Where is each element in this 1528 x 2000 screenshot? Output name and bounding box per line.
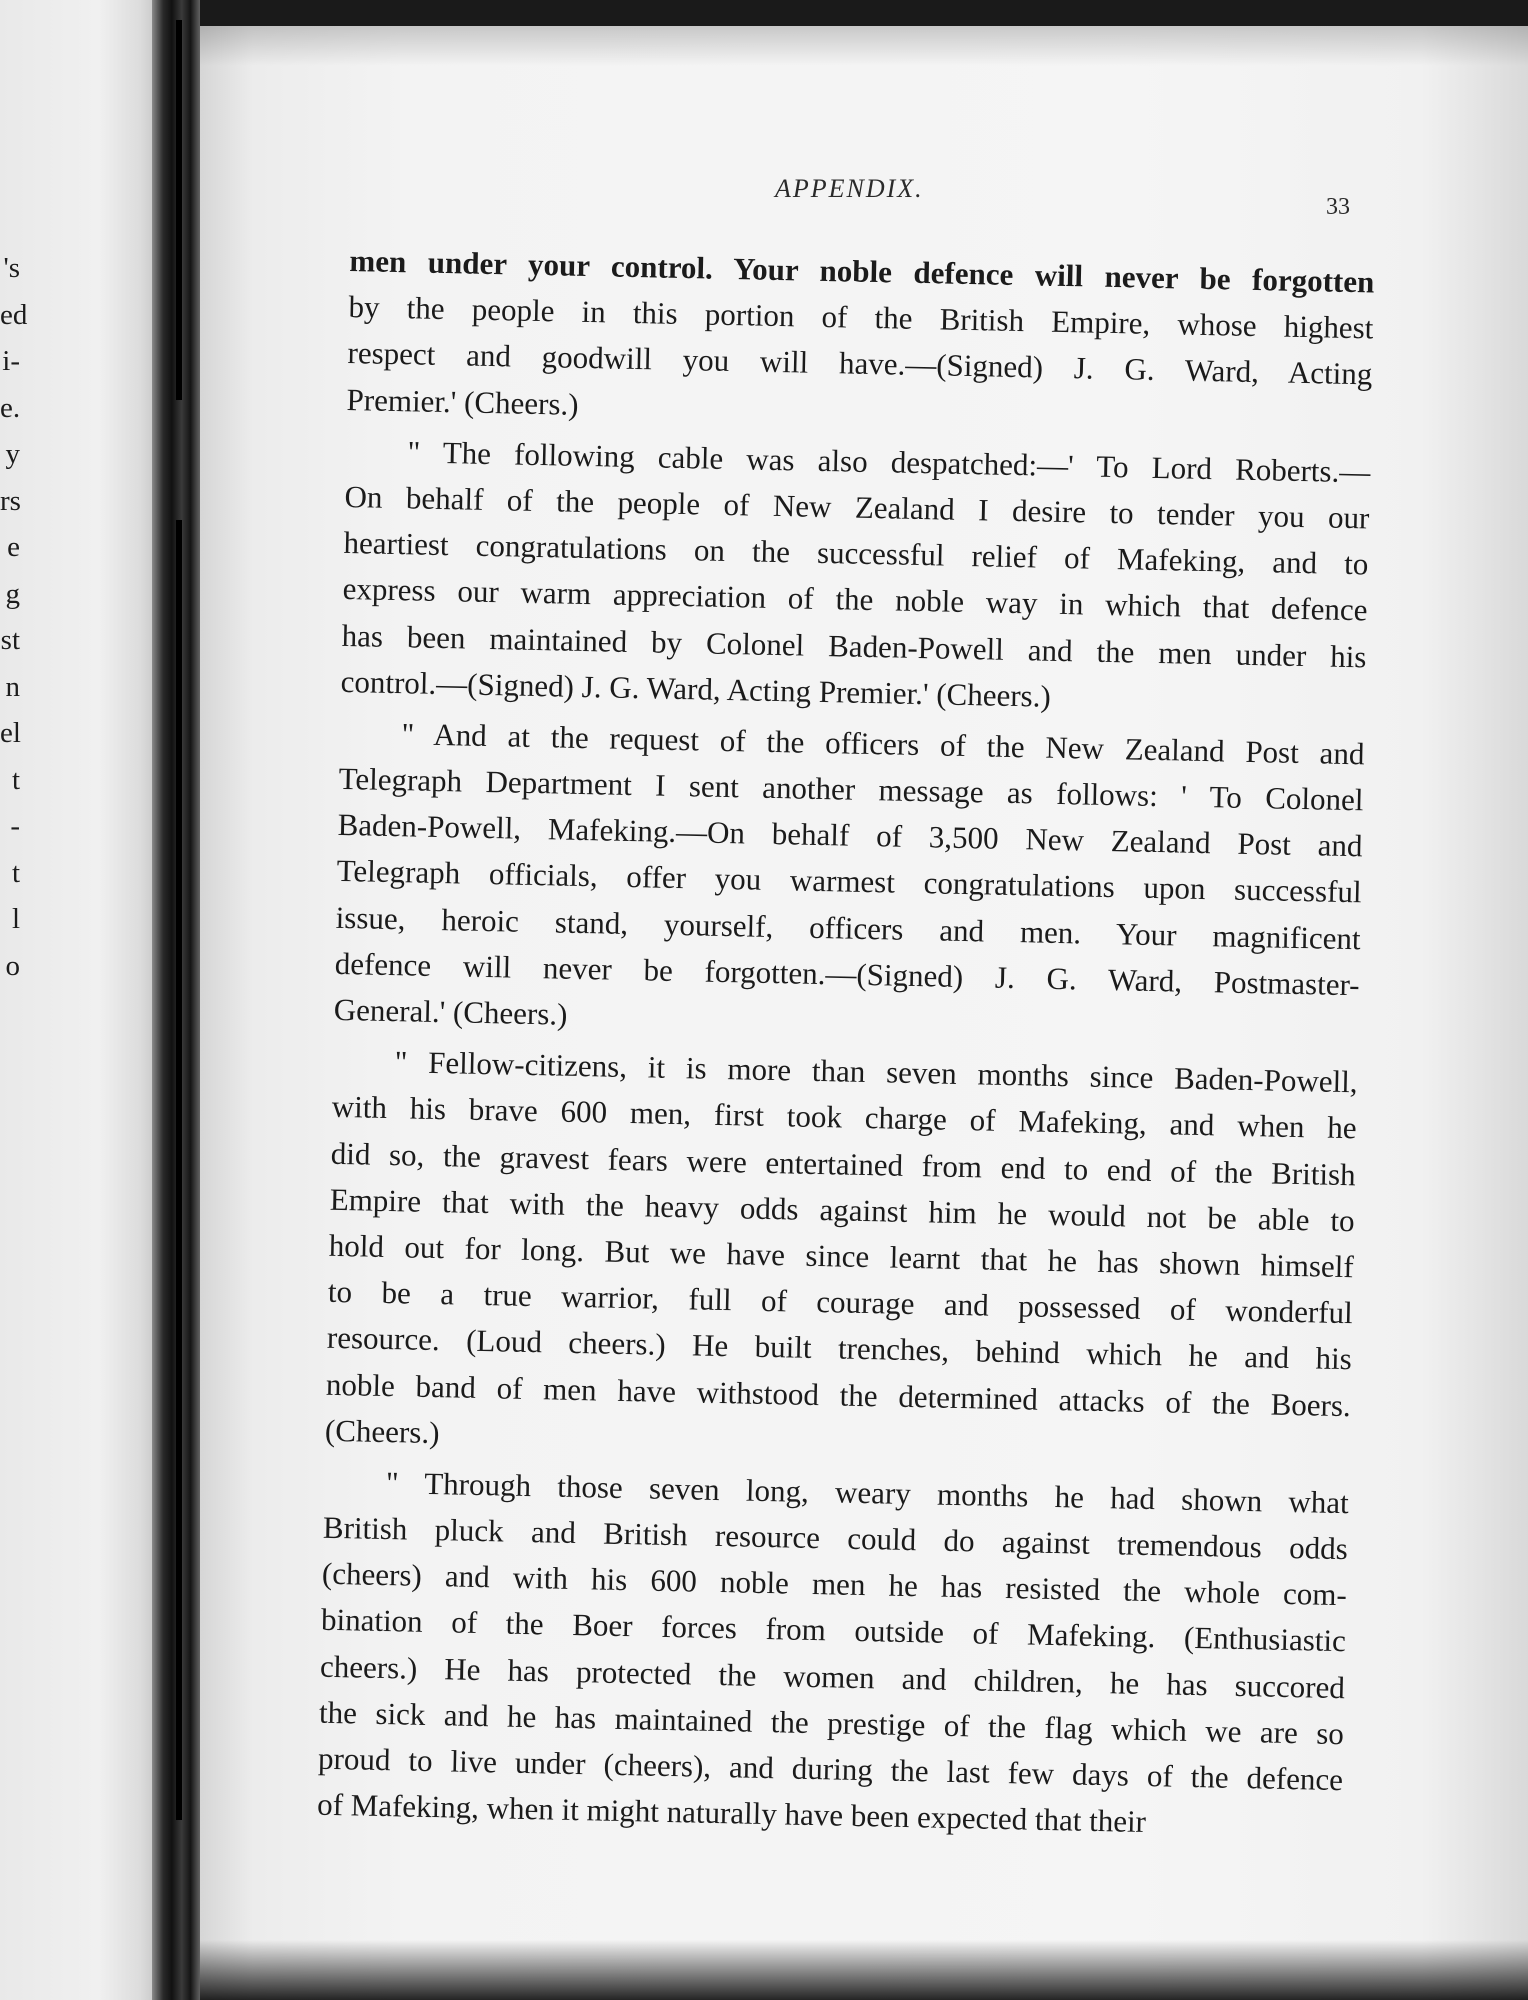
left-page-fragment: i- — [2, 345, 20, 377]
left-page-text-fragments — [0, 245, 28, 989]
text-line: did so, the gravest fears were entertained from end to end of the British — [330, 1135, 1356, 1192]
left-page-fragment: t — [11, 856, 20, 889]
left-page-fragment: o — [5, 949, 20, 982]
text-line: the sick and he has maintained the prestige of the flag which we are so — [318, 1694, 1345, 1751]
text-line: (Cheers.) — [324, 1412, 440, 1450]
text-line: cheers.) He has protected the women and children, he has succored — [319, 1648, 1346, 1705]
text-line: Telegraph officials, offer you warmest congratulations upon successful — [336, 853, 1362, 910]
left-page-fragment: rs — [0, 484, 21, 517]
text-line: Baden-Powell, Mafeking.—On behalf of 3,500 New Zealand Post and — [337, 807, 1363, 864]
page-top-shadow — [200, 26, 1528, 66]
text-line: bination of the Boer forces from outside of Mafeking. (Enthusiastic — [320, 1602, 1347, 1659]
body-text — [317, 238, 1375, 1849]
left-page-fragment: l — [11, 903, 20, 935]
left-page-fragment: n — [5, 670, 20, 703]
text-line: proud to live under (cheers), and during the last few days of the defence — [317, 1740, 1344, 1798]
left-page-fragment: y — [5, 438, 20, 470]
text-line: Telegraph Department I sent another message as follows: ' To Colonel — [338, 760, 1364, 818]
right-page — [200, 0, 1528, 2000]
text-line: General.' (Cheers.) — [333, 991, 568, 1032]
text-line: with his brave 600 men, first took charge of Mafeking, and when he — [331, 1089, 1357, 1146]
left-page-fragment: t — [11, 763, 20, 796]
left-page-fragment: e — [7, 531, 20, 563]
left-page-fragment: st — [0, 624, 20, 656]
text-line: hold out for long. But we have since learnt that he has shown himself — [328, 1227, 1355, 1285]
text-line: noble band of men have withstood the determined attacks of the Boers. — [325, 1366, 1352, 1423]
text-line: " The following cable was also despatched:—' To Lord Roberts.— — [407, 434, 1371, 490]
text-line: " Through those seven long, weary months he had shown what — [385, 1464, 1350, 1521]
left-page-fragment: e. — [0, 391, 21, 424]
text-line: " Fellow-citizens, it is more than seven months since Baden-Powell, — [394, 1044, 1358, 1100]
text-line: heartiest congratulations on the successful relief of Mafeking, and to — [343, 525, 1369, 582]
text-line: Premier.' (Cheers.) — [346, 381, 579, 422]
text-line: issue, heroic stand, yourself, officers and men. Your magnificent — [335, 899, 1361, 956]
left-page-fragment: 's — [3, 252, 20, 284]
text-line: Empire that with the heavy odds against him he would not be able to — [329, 1181, 1356, 1239]
running-head: APPENDIX. — [775, 174, 924, 203]
text-line: " And at the request of the officers of the New Zealand Post and — [401, 716, 1365, 772]
page-bottom-shadow — [200, 1940, 1528, 2000]
left-page-fragment: - — [10, 810, 20, 842]
text-line: express our warm appreciation of the noble way in which that defence — [342, 571, 1368, 628]
text-line: men under your control. Your noble defence will never be forgotten — [349, 242, 1375, 300]
left-page-fragment: g — [5, 577, 20, 610]
binding-thread — [176, 520, 182, 1820]
text-line: (cheers) and with his 600 noble men he has resisted the whole com- — [321, 1555, 1348, 1613]
left-facing-page — [0, 0, 165, 2000]
text-line: resource. (Loud cheers.) He built trenches, behind which he and his — [326, 1320, 1353, 1377]
text-line: defence will never be forgotten.—(Signed) J. G. Ward, Postmaster- — [334, 945, 1360, 1003]
page-number: 33 — [1326, 194, 1350, 220]
left-page-fragment: ed — [0, 298, 28, 331]
text-line: control.—(Signed) J. G. Ward, Acting Premier.' (Cheers.) — [340, 663, 1052, 714]
text-line: has been maintained by Colonel Baden-Powell and the men under his — [341, 617, 1367, 674]
text-line: by the people in this portion of the British Empire, whose highest — [348, 289, 1374, 346]
text-line: of Mafeking, when it might naturally have been expected that their — [316, 1786, 1147, 1840]
text-line: respect and goodwill you will have.—(Signed) J. G. Ward, Acting — [347, 335, 1373, 392]
text-line: to be a true warrior, full of courage and possessed of wonderful — [327, 1273, 1354, 1331]
text-line: On behalf of the people of New Zealand I desire to tender you our — [344, 478, 1370, 536]
text-line: British pluck and British resource could do against tremendous odds — [322, 1509, 1349, 1567]
binding-thread — [176, 20, 182, 400]
left-page-fragment: el — [0, 717, 21, 749]
